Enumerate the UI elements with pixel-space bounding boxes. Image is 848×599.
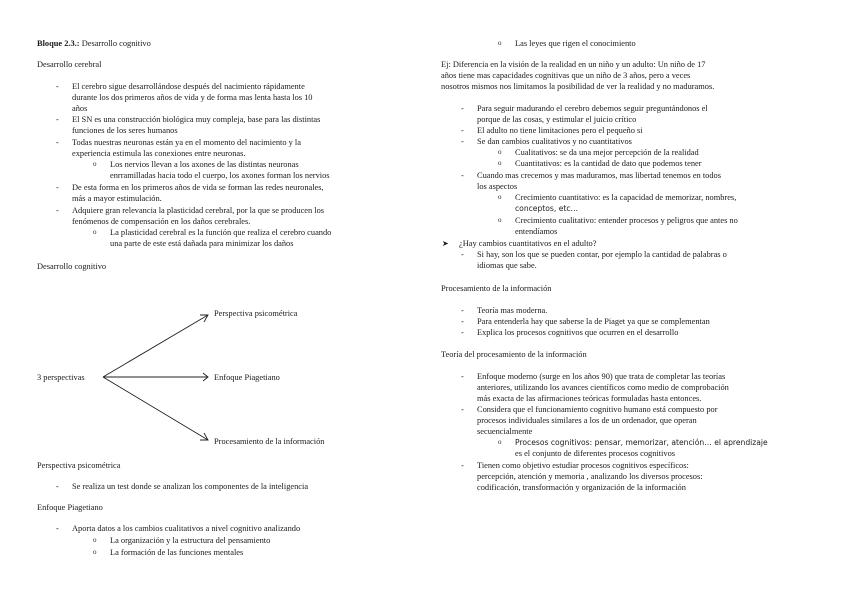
text-line: conceptos, etc…	[515, 204, 579, 213]
heading-perspectiva-psicometrica: Perspectiva psicométrica	[37, 461, 121, 470]
text-line: procesos individuales similares a los de un ordenador, que operan	[477, 416, 697, 425]
text-line: Enfoque moderno (surge en los años 90) que trata de completar las teorías	[477, 372, 726, 381]
text-line: Cualitativos: se da una mejor percepción de la realidad	[515, 148, 699, 157]
text-line: Para seguir madurando el cerebro debemos seguir preguntándonos el	[477, 104, 708, 113]
bullet-dash: -	[56, 206, 59, 215]
diagram-node-psicometrica: Perspectiva psicométrica	[214, 309, 298, 318]
text-line: codificación, transformación y organización de la información	[477, 483, 686, 492]
bullet-circle: o	[498, 438, 502, 446]
text-line: De esta forma en los primeros años de vida se forman las redes neuronales,	[72, 183, 324, 192]
text-line: Las leyes que rigen el conocimiento	[515, 39, 636, 48]
text-line: enrramilladas hacia todo el cuerpo, los axones forman los nervios	[110, 171, 330, 180]
text-line: entendíamos	[515, 227, 558, 236]
bullet-dash: -	[56, 115, 59, 124]
bullet-dash: -	[56, 82, 59, 91]
text-line: La organización y la estructura del pensamiento	[110, 536, 271, 545]
text-line: Procesos cognitivos: pensar, memorizar, atención… el aprendizaje	[515, 438, 768, 447]
bullet-dash: -	[461, 171, 464, 180]
text-line: Tienen como objetivo estudiar procesos cognitivos específicos:	[477, 461, 689, 470]
bullet-dash: -	[461, 317, 464, 326]
text-line: ¿Hay cambios cuantitativos en el adulto?	[459, 239, 597, 248]
text-line: Teoría mas moderna.	[477, 306, 548, 315]
text-line: anteriores, utilizando los avances científicos como medio de comprobación	[477, 383, 729, 392]
text-line: Cuantitativos: es la cantidad de dato que podemos tener	[515, 159, 702, 168]
text-line: Aporta datos a los cambios cualitativos a nivel cognitivo analizando	[72, 524, 301, 533]
text-line: El cerebro sigue desarrollándose después del nacimiento rápidamente	[72, 82, 305, 91]
text-line: Se dan cambios cualitativos y no cuantitativos	[477, 137, 632, 146]
bullet-circle: o	[498, 148, 502, 156]
text-line: años tiene mas capacidades cognitivas que un niño de 3 años, pero a veces	[441, 71, 691, 80]
text-line: Si hay, son los que se pueden contar, por ejemplo la cantidad de palabras o	[477, 250, 727, 259]
diagram-node-procesamiento: Procesamiento de la información	[214, 437, 325, 446]
bullet-dash: -	[56, 183, 59, 192]
heading-desarrollo-cognitivo: Desarrollo cognitivo	[37, 262, 107, 271]
text-line: experiencia estimula las conexiones entre neuronas.	[72, 149, 246, 158]
bullet-circle: o	[498, 39, 502, 47]
text-line: Cuando mas crecemos y mas maduramos, mas libertad tenemos en todos	[477, 171, 721, 180]
text-line: porque de las cosas, y estimular el juicio crítico	[477, 115, 637, 124]
bullet-dash: -	[56, 482, 59, 491]
page-title: Bloque 2.3.: Desarrollo cognitivo	[37, 39, 151, 48]
bullet-dash: -	[461, 306, 464, 315]
bullet-dash: -	[56, 524, 59, 533]
text-line: El adulto no tiene limitaciones pero el pequeño si	[477, 126, 643, 135]
text-line: es el conjunto de diferentes procesos cognitivos	[515, 449, 676, 458]
bullet-circle: o	[498, 216, 502, 224]
text-line: Crecimiento cuantitativo: es la capacidad de memorizar, nombres,	[515, 193, 737, 202]
bullet-dash: -	[461, 405, 464, 414]
bullet-dash: -	[461, 372, 464, 381]
diagram-node-piagetiano: Enfoque Piagetiano	[214, 373, 280, 382]
bullet-circle: o	[93, 228, 97, 236]
text-line: fenómenos de compensación en los daños cerebrales.	[72, 217, 251, 226]
bullet-dash: -	[461, 104, 464, 113]
text-line: El SN es una construcción biológica muy compleja, base para las distintas	[72, 115, 321, 124]
text-line: La formación de las funciones mentales	[110, 548, 244, 557]
text-line: idiomas que sabe.	[477, 261, 537, 270]
heading-procesamiento: Procesamiento de la información	[441, 284, 552, 293]
heading-teoria-procesamiento: Teoría del procesamiento de la información	[441, 350, 587, 359]
text-line: más a mayor estimulación.	[72, 194, 162, 203]
bullet-dash: -	[56, 138, 59, 147]
bullet-dash: -	[461, 250, 464, 259]
text-line: funciones de los seres humanos	[72, 126, 178, 135]
arrow-bullet-icon: ➤	[442, 239, 449, 248]
text-line: secuencialmente	[477, 427, 533, 436]
text-line: Crecimiento cualitativo: entender procesos y peligros que antes no	[515, 216, 738, 225]
text-line: Explica los procesos cognitivos que ocurren en el desarrollo	[477, 328, 679, 337]
text-line: años	[72, 104, 88, 113]
text-line: percepción, atención y memoria , analizando los diversos procesos:	[477, 472, 703, 481]
text-line: más exacta de las afirmaciones teóricas formuladas hasta entonces.	[477, 394, 702, 403]
bullet-circle: o	[93, 548, 97, 556]
text-line: La plasticidad cerebral es la función que realiza el cerebro cuando	[110, 228, 332, 237]
text-line: Todas nuestras neuronas están ya en el momento del nacimiento y la	[72, 138, 301, 147]
text-line: Considera que el funcionamiento cognitivo humano está compuesto por	[477, 405, 718, 414]
bullet-circle: o	[498, 159, 502, 167]
text-line: Adquiere gran relevancia la plasticidad cerebral, por la que se producen los	[72, 206, 325, 215]
bullet-dash: -	[461, 126, 464, 135]
text-line: Para entenderla hay que saberse la de Piaget ya que se complementan	[477, 317, 710, 326]
bullet-circle: o	[498, 193, 502, 201]
bullet-dash: -	[461, 461, 464, 470]
bullet-dash: -	[461, 328, 464, 337]
heading-desarrollo-cerebral: Desarrollo cerebral	[37, 60, 102, 69]
text-line: durante los dos primeros años de vida y de forma mas lenta hasta los 10	[72, 93, 313, 102]
text-line: Ej: Diferencia en la visión de la realidad en un niño y un adulto: Un niño de 17	[441, 60, 706, 69]
bullet-circle: o	[93, 160, 97, 168]
bullet-circle: o	[93, 536, 97, 544]
text-line: Los nervios llevan a los axones de las distintas neuronas	[110, 160, 299, 169]
diagram-root: 3 perspectivas	[37, 373, 85, 382]
bullet-dash: -	[461, 137, 464, 146]
heading-enfoque-piagetiano: Enfoque Piagetiano	[37, 503, 103, 512]
text-line: una parte de este está dañada para minimizar los daños	[110, 239, 294, 248]
text-line: Se realiza un test donde se analizan los componentes de la inteligencia	[72, 482, 309, 491]
text-line: nosotros mismos nos limitamos la posibilidad de ver la realidad y no maduramos.	[441, 82, 715, 91]
text-line: los aspectos	[477, 182, 518, 191]
